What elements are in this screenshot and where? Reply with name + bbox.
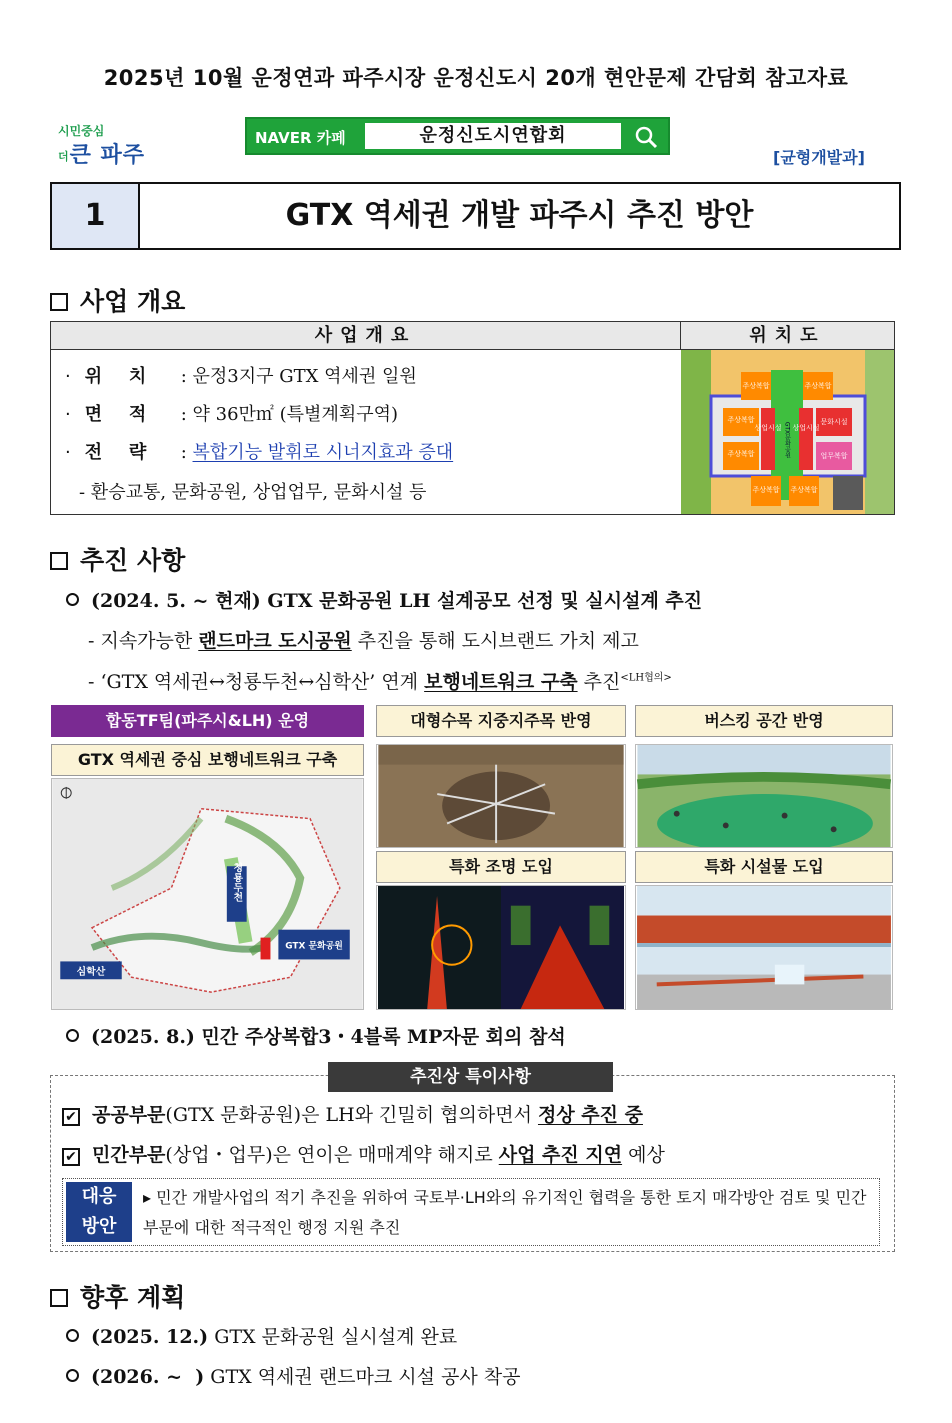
map-label: 주상복합 <box>804 382 832 390</box>
label-lighting: 특화 조명 도입 <box>376 851 626 883</box>
checkbox-square-icon <box>50 1289 68 1307</box>
label-tf-team: 합동TF팀(파주시&LH) 운영 <box>51 705 364 737</box>
section-header <box>50 182 901 250</box>
label-facility: 특화 시설물 도입 <box>635 851 893 883</box>
map-label: 상업시설 <box>754 424 782 432</box>
cafe-name: 운정신도시연합회 <box>365 123 621 149</box>
progress-item-2: (2025. 8.) 민간 주상복합3・4블록 MP자문 회의 참석 <box>66 1022 566 1049</box>
map-label: 주상복합 <box>727 416 755 424</box>
map-tag-stream: 청룡두천 <box>231 862 243 902</box>
header-title: GTX 역세권 개발 파주시 추진 방안 <box>285 198 754 233</box>
label-network: GTX 역세권 중심 보행네트워크 구축 <box>51 744 364 776</box>
location-map <box>681 350 894 514</box>
response-box <box>62 1178 880 1246</box>
map-label: 주상복합 <box>742 382 770 390</box>
bullet-circle-icon <box>66 1369 79 1382</box>
checkbox-square-icon <box>50 552 68 570</box>
note-private: ✔ 민간부문(상업・업무)은 연이은 매매계약 해지로 사업 추진 지연 예상 <box>62 1140 665 1167</box>
photo-tree-root <box>376 744 626 848</box>
overview-row-area: · 면 적 : 약 36만㎡ (특별계획구역) <box>65 404 399 425</box>
bullet-circle-icon <box>66 593 79 606</box>
map-tag-gtx: GTX 문화공원 <box>285 941 343 952</box>
map-label: 주상복합 <box>752 486 780 494</box>
logo-line2: 큰 파주 <box>69 143 146 168</box>
checkbox-square-icon <box>50 293 68 311</box>
document-title: 2025년 10월 운정연과 파주시장 운정신도시 20개 현안문제 간담회 참고자료 <box>103 66 849 90</box>
plan-item-1: (2025. 12.) GTX 문화공원 실시설계 완료 <box>66 1322 457 1349</box>
response-tag: 대응 방안 <box>66 1182 132 1242</box>
photo-lighting <box>376 885 626 1010</box>
section2-title: 추진 사항 <box>50 541 185 577</box>
map-label: 상업시설 <box>792 424 820 432</box>
map-label: 주상복합 <box>727 450 755 458</box>
checkmark-icon: ✔ <box>62 1108 80 1126</box>
search-icon <box>634 125 658 149</box>
map-tag-mountain: 심학산 <box>76 966 106 978</box>
checkmark-icon: ✔ <box>62 1148 80 1166</box>
section1-title: 사업 개요 <box>50 282 185 318</box>
progress-item-1-sub1: - 지속가능한 랜드마크 도시공원 추진을 통해 도시브랜드 가치 제고 <box>88 630 639 652</box>
walking-network-map <box>51 778 364 1010</box>
department-label: [균형개발과] <box>773 148 865 167</box>
overview-row-location: · 위 치 : 운정3지구 GTX 역세권 일원 <box>65 366 417 387</box>
bullet-circle-icon <box>66 1329 79 1342</box>
map-label: 문화시설 <box>820 418 848 426</box>
logo-line1: 시민중심 <box>58 124 105 138</box>
label-trees: 대형수목 지중지주목 반영 <box>376 705 626 737</box>
response-text: ▸ 민간 개발사업의 적기 추진을 위하여 국토부·LH와의 유기적인 협력을 통한 토지 매각방안 검토 및 민간부문에 대한 적극적인 행정 지원 추진 <box>143 1188 867 1237</box>
note-public: ✔ 공공부문(GTX 문화공원)은 LH와 긴밀히 협의하면서 정상 추진 중 <box>62 1100 643 1127</box>
map-label: 업무복합 <box>820 452 848 460</box>
section3-title: 향후 계획 <box>50 1278 185 1314</box>
bullet-circle-icon <box>66 1029 79 1042</box>
photo-busking-space <box>635 744 893 848</box>
plan-item-2: (2026. ~ ) GTX 역세권 랜드마크 시설 공사 착공 <box>66 1362 520 1389</box>
progress-item-1: (2024. 5. ~ 현재) GTX 문화공원 LH 설계공모 선정 및 실시설계 추진 <box>66 586 702 613</box>
map-label-gtx: GTX문화공원 <box>783 421 791 459</box>
progress-item-1-sub2: - ‘GTX 역세권↔청룡두천↔심학산’ 연계 보행네트워크 구축 추진$^{<LH협의>}$ <box>88 671 672 693</box>
naver-brand: NAVER 카페 <box>255 129 346 147</box>
logo-prefix: 더 <box>58 150 70 163</box>
overview-row-strategy: · 전 략 : 복합기능 발휘로 시너지효과 증대 <box>65 442 454 463</box>
paju-logo <box>58 122 158 168</box>
overview-header: 사업개요 <box>51 322 681 350</box>
photo-facility <box>635 885 893 1010</box>
naver-cafe-banner <box>245 117 670 155</box>
map-label: 주상복합 <box>790 486 818 494</box>
special-notes-title: 추진상 특이사항 <box>328 1062 613 1092</box>
header-number: 1 <box>52 184 140 248</box>
label-busking: 버스킹 공간 반영 <box>635 705 893 737</box>
location-map-header: 위치도 <box>681 322 894 350</box>
overview-sub: - 환승교통, 문화공원, 상업업무, 문화시설 등 <box>79 482 427 503</box>
